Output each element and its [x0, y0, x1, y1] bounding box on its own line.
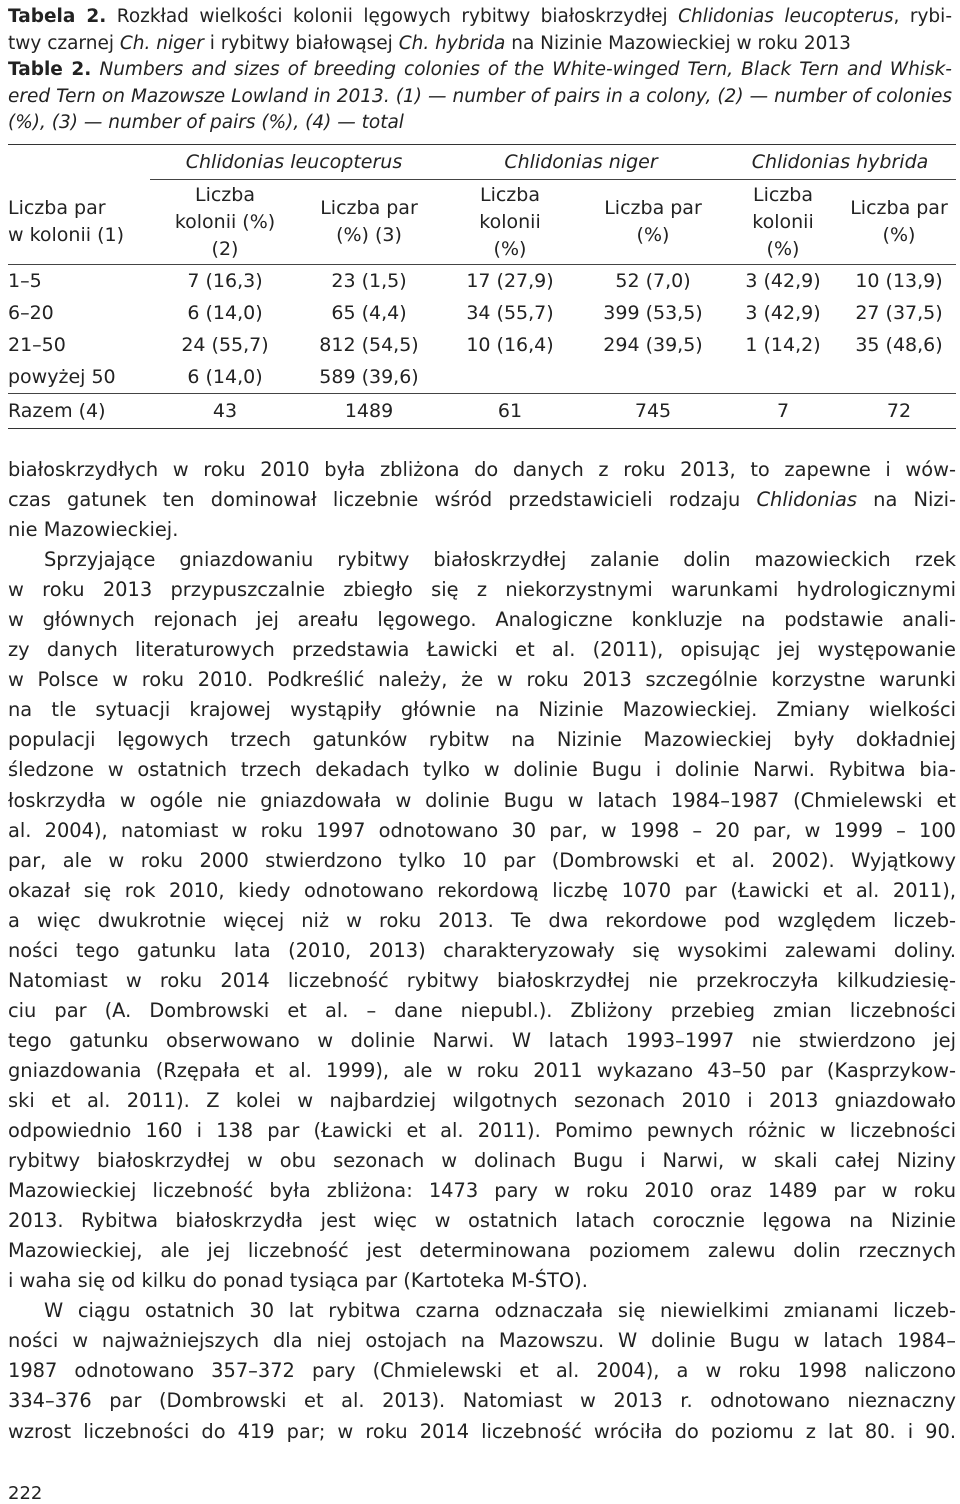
text-line [8, 485, 956, 515]
caption-pl-line-1 [8, 4, 952, 31]
text-line: populacji lęgowych trzech gatunków rybitw na Nizinie Mazowieckiej były dokładniej [8, 728, 956, 752]
table-cell: 745 [582, 394, 724, 429]
species-header-empty [8, 145, 150, 180]
table-cell [582, 361, 724, 394]
table-row [8, 329, 956, 361]
table-cell: 24 (55,7) [181, 333, 269, 356]
caption-pl-text: na Nizinie Mazowieckiej w roku 2013 [505, 32, 851, 54]
table-cell: 3 (42,9) [745, 301, 821, 324]
text-line: al. 2004), natomiast w roku 1997 odnotowano 30 par, w 1998 – 20 par, w 1999 – 100 [8, 818, 956, 842]
table-cell: powyżej 50 [8, 365, 116, 388]
caption-species-name: Chlidonias leucopterus [678, 6, 894, 27]
header-line: Liczba par [320, 197, 418, 219]
species-header-niger: Chlidonias niger [438, 145, 724, 180]
table-cell: 7 [724, 394, 842, 429]
table-cell: 10 (16,4) [466, 333, 554, 356]
table-caption [8, 4, 952, 137]
table-cell: 6 (14,0) [187, 301, 263, 324]
table-cell: 294 (39,5) [603, 333, 703, 356]
text-line: wzrost liczebności do 419 par; w roku 2014 liczebność wróciła do poziomu z lat 80. i 90. [8, 1419, 956, 1443]
text-line: białoskrzydłych w roku 2010 była zbliżona do danych z roku 2013, to zapewne i wów- [8, 458, 956, 481]
header-line: kolonii [752, 210, 814, 233]
header-line: Liczba par [8, 196, 106, 219]
text-line: Sprzyjające gniazdowaniu rybitwy białoskrzydłej zalanie dolin mazowieckich rzek [44, 548, 956, 572]
text-line: nie Mazowieckiej. [8, 518, 179, 542]
header-line: (2) [211, 237, 239, 260]
paragraph-3 [8, 1296, 956, 1446]
caption-en-text: ered Tern on Mazowsze Lowland in 2013. (1) — number of pairs in a colony, (2) — number of colonies [8, 85, 952, 107]
text-line: 1987 odnotowano 357–372 pary (Chmielewski et al. 2004), a w roku 1998 naliczono [8, 1359, 956, 1383]
header-line: Liczba par [850, 197, 948, 219]
caption-pl-label: Tabela 2. [8, 6, 107, 27]
table-cell: 34 (55,7) [466, 301, 554, 324]
text-line: odpowiednio 160 i 138 par (Ławicki et al. 2011). Pomimo pewnych różnic w liczebności [8, 1119, 956, 1143]
table-cell: 6 (14,0) [187, 365, 263, 388]
header-line: w kolonii (1) [8, 223, 124, 246]
table-cell: 61 [438, 394, 582, 429]
table-cell: 589 (39,6) [319, 365, 419, 388]
table-cell [842, 361, 956, 394]
column-header-row [8, 180, 956, 265]
table-cell: 812 (54,5) [319, 333, 419, 356]
species-header-row [8, 145, 956, 180]
text-line: Mazowieckiej liczebność była zbliżona: 1473 pary w roku 2010 oraz 1489 par w roku [8, 1179, 956, 1203]
caption-en-text: (%), (3) — number of pairs (%), (4) — total [8, 112, 404, 133]
column-header-colonies [150, 180, 300, 265]
column-header-colonies [724, 180, 842, 265]
caption-en-line-2 [8, 84, 952, 111]
table-cell: 35 (48,6) [855, 333, 943, 356]
text-line: i waha się od kilku do ponad tysiąca par (Kartoteka M-ŚTO). [8, 1269, 588, 1293]
header-line: (%) [636, 224, 670, 246]
page-number: 222 [8, 1483, 43, 1504]
text-segment: czas gatunek ten dominował liczebnie wśród przedstawicieli rodzaju [8, 488, 757, 512]
header-line: Liczba [480, 183, 540, 206]
table-cell: 6–20 [8, 301, 54, 324]
text-line: a więc dwukrotnie więcej niż w roku 2013. Te dwa rekordowe pod względem liczeb- [8, 908, 956, 932]
caption-pl-text: Rozkład wielkości kolonii lęgowych rybitwy białoskrzydłej [106, 6, 679, 27]
caption-en-line-1 [8, 57, 952, 84]
table-cell: 10 (13,9) [842, 265, 956, 298]
species-header-leucopterus: Chlidonias leucopterus [150, 145, 438, 180]
caption-en-label: Table 2. [8, 59, 92, 80]
caption-species-name: Ch. hybrida [398, 32, 506, 54]
header-line: (%) [493, 237, 527, 260]
caption-en-text: Numbers and sizes of breeding colonies of the White-winged Tern, Black Tern and Whisk- [91, 59, 952, 80]
column-header-pairs [582, 180, 724, 265]
column-header-colonies [438, 180, 582, 265]
text-line: ności tego gatunku lata (2010, 2013) charakteryzowały się wysokimi zalewami doliny. [8, 938, 956, 962]
text-line: w Polsce w roku 2010. Podkreślić należy, że w roku 2013 szczególnie korzystne warunki [8, 668, 956, 692]
table-cell: 17 (27,9) [438, 265, 582, 298]
column-header-pairs-in-colony [8, 180, 150, 265]
caption-pl-line-2 [8, 31, 952, 58]
table-cell: 43 [150, 394, 300, 429]
text-line: gniazdowania (Rzępała et al. 1999), ale w roku 2011 wykazano 43–50 par (Kasprzykow- [8, 1058, 956, 1082]
text-line: zy danych literaturowych przedstawia Ławicki et al. (2011), opisując jej występowanie [8, 638, 956, 662]
caption-species-name: Ch. niger [119, 32, 204, 54]
header-line: (%) [882, 224, 916, 246]
genus-name: Chlidonias [756, 488, 857, 512]
table-cell: 65 (4,4) [331, 301, 407, 324]
table-row [8, 265, 956, 298]
header-line: (%) (3) [336, 224, 402, 246]
caption-en-line-3 [8, 110, 952, 137]
text-line: w głównych rejonach jej areału lęgowego. Analogiczne konkluzje na podstawie anali- [8, 608, 956, 632]
header-line: Liczba [753, 183, 813, 206]
text-line: 334–376 par (Dombrowski et al. 2013). Natomiast w 2013 r. odnotowano nieznaczny [8, 1389, 956, 1413]
column-header-pairs [300, 180, 438, 265]
table-cell: 1489 [300, 394, 438, 429]
table-cell: 399 (53,5) [603, 301, 703, 324]
text-line: łoskrzydła w ogóle nie gniazdowała w dolinie Bugu w latach 1984–1987 (Chmielewski et [8, 788, 956, 812]
table-cell: 7 (16,3) [150, 265, 300, 298]
table-cell: 27 (37,5) [855, 301, 943, 324]
header-line: (%) [766, 237, 800, 260]
text-line: 2013. Rybitwa białoskrzydła jest więc w ostatnich latach corocznie lęgowa na Nizinie [8, 1209, 956, 1233]
table-cell: 52 (7,0) [582, 265, 724, 298]
table-total-row [8, 394, 956, 429]
table-cell: 23 (1,5) [300, 265, 438, 298]
text-line: w roku 2013 przypuszczalnie zbiegło się z niekorzystnymi warunkami hydrologicznymi [8, 578, 956, 602]
body-text [8, 455, 956, 1447]
caption-pl-text: twy czarnej [8, 32, 120, 54]
text-line: Natomiast w roku 2014 liczebność rybitwy białoskrzydłej nie przekroczyła kilkudziesię- [8, 968, 956, 992]
text-line: ski et al. 2011). Z kolei w najbardziej wilgotnych sezonach 2010 i 2013 gniazdowało [8, 1088, 956, 1112]
header-line: kolonii [479, 210, 541, 233]
text-line: tego gatunku obserwowano w dolinie Narwi. W latach 1993–1997 nie stwierdzono jej [8, 1028, 956, 1052]
paragraph-1 [8, 455, 956, 545]
table-cell [438, 361, 582, 394]
caption-pl-text: i rybitwy białowąsej [203, 32, 399, 54]
header-line: Liczba [195, 183, 255, 206]
species-header-hybrida: Chlidonias hybrida [724, 145, 956, 180]
caption-pl-text: , rybi- [893, 6, 952, 27]
header-line: Liczba par [604, 197, 702, 219]
text-line: okazał się rok 2010, kiedy odnotowano rekordową liczbę 1070 par (Ławicki et al. 2011), [8, 878, 956, 902]
text-line: śledzone w ostatnich trzech dekadach tylko w dolinie Bugu i dolinie Narwi. Rybitwa bia- [8, 758, 956, 782]
table-cell [724, 361, 842, 394]
text-segment: na Nizi- [856, 488, 956, 512]
text-line: rybitwy białoskrzydłej w obu sezonach w dolinach Bugu i Narwi, w skali całej Niziny [8, 1149, 956, 1173]
text-line: Mazowieckiej, ale jej liczebność jest determinowana poziomem zalewu dolin rzecznych [8, 1239, 956, 1263]
text-line: par, ale w roku 2000 stwierdzono tylko 10 par (Dombrowski et al. 2002). Wyjątkowy [8, 848, 956, 872]
text-line: ciu par (A. Dombrowski et al. – dane niepubl.). Zbliżony przebieg zmian liczebności [8, 998, 956, 1022]
table-cell: 1 (14,2) [745, 333, 821, 356]
table-cell: Razem (4) [8, 394, 150, 429]
table-cell: 1–5 [8, 265, 150, 298]
paragraph-2 [8, 545, 956, 1296]
table-cell: 72 [842, 394, 956, 429]
table-cell: 21–50 [8, 333, 66, 356]
text-line: na tle sytuacji krajowej wystąpiły głównie na Nizinie Mazowieckiej. Zmiany wielkości [8, 698, 956, 722]
table-row [8, 361, 956, 394]
text-line: ności w najważniejszych dla niej ostojach na Mazowszu. W dolinie Bugu w latach 1984– [8, 1329, 956, 1353]
table-row [8, 297, 956, 329]
column-header-pairs [842, 180, 956, 265]
colony-size-table [8, 144, 956, 429]
table-cell: 3 (42,9) [724, 265, 842, 298]
text-line: W ciągu ostatnich 30 lat rybitwa czarna odznaczała się niewielkimi zmianami liczeb- [44, 1299, 956, 1323]
header-line: kolonii (%) [174, 210, 276, 233]
